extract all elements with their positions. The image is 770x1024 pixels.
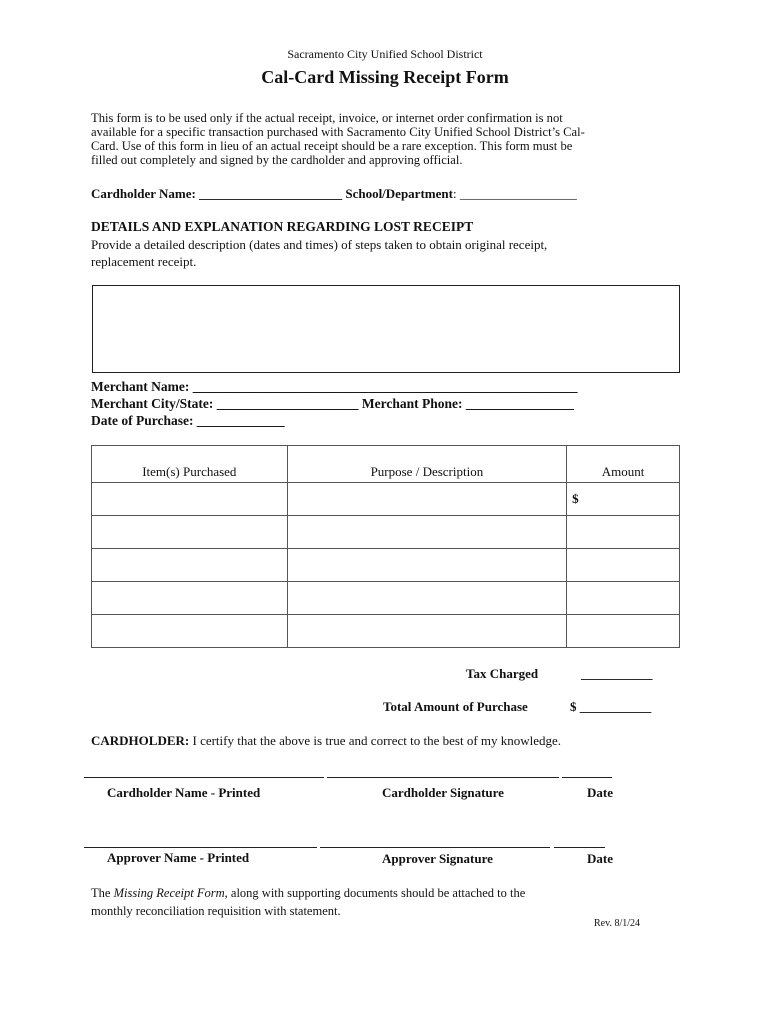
closing-pre: The [91,886,114,900]
school-department-colon: : [452,186,460,201]
approver-date-label: Date [587,851,613,866]
cardholder-name-line[interactable] [84,777,324,778]
amount-cell[interactable] [567,615,680,648]
details-line: Provide a detailed description (dates and times) of steps taken to obtain original receipt, [91,237,548,252]
tax-charged-label: Tax Charged [466,666,539,681]
header-items-purchased: Item(s) Purchased [92,446,288,483]
school-department-field[interactable]: __________________ [459,186,577,201]
purpose-cell[interactable] [287,615,566,648]
closing-line: monthly reconciliation requisition with statement. [91,904,341,918]
intro-paragraph [91,111,671,167]
item-cell[interactable] [92,549,288,582]
cardholder-label: CARDHOLDER: [91,733,190,748]
table-header-row [92,446,680,483]
closing-form-name: Missing Receipt Form, [113,886,228,900]
items-table [91,445,680,648]
table-row [92,483,680,516]
amount-cell[interactable] [567,516,680,549]
header-purpose-description: Purpose / Description [287,446,566,483]
approver-signature-label: Approver Signature [382,851,493,866]
cardholder-name-printed-label: Cardholder Name - Printed [107,785,261,800]
details-line: replacement receipt. [91,254,197,269]
merchant-city-phone-field[interactable]: Merchant City/State: _____________________ Merchant Phone: ________________ [91,396,574,411]
table-row [92,582,680,615]
intro-line: filled out completely and signed by the cardholder and approving official. [91,153,463,167]
details-heading: DETAILS AND EXPLANATION REGARDING LOST RECEIPT [91,219,474,234]
item-cell[interactable] [92,615,288,648]
purpose-cell[interactable] [287,483,566,516]
form-title: Cal-Card Missing Receipt Form [261,67,509,87]
purpose-cell[interactable] [287,549,566,582]
date-of-purchase-field[interactable]: Date of Purchase: _____________ [91,413,285,428]
cardholder-signature-label: Cardholder Signature [382,785,504,800]
district-name: Sacramento City Unified School District [287,47,483,61]
table-row [92,549,680,582]
approver-name-printed-label: Approver Name - Printed [107,850,250,865]
table-row [92,615,680,648]
intro-line: Card. Use of this form in lieu of an actual receipt should be a rare exception. This form must be [91,139,573,153]
closing-line [91,884,525,902]
school-department-label: School/Department [342,186,453,201]
total-amount-label: Total Amount of Purchase [383,699,528,714]
item-cell[interactable] [92,582,288,615]
cardholder-signature-line[interactable] [327,777,559,778]
amount-cell[interactable] [567,582,680,615]
purpose-cell[interactable] [287,582,566,615]
cardholder-date-line[interactable] [562,777,612,778]
header-amount: Amount [567,446,680,483]
intro-line: This form is to be used only if the actual receipt, invoice, or internet order confirmation is not [91,111,563,125]
merchant-name-field[interactable]: Merchant Name: _________________________________________________________ [91,379,578,394]
cardholder-date-label: Date [587,785,613,800]
approver-signature-line[interactable] [320,847,550,848]
intro-line: available for a specific transaction purchased with Sacramento City Unified School District’s Cal- [91,125,585,139]
certification-text: I certify that the above is true and correct to the best of my knowledge. [189,733,562,748]
approver-name-line[interactable] [84,847,317,848]
total-amount-field[interactable]: $ ___________ [570,699,652,714]
table-row [92,516,680,549]
item-cell[interactable] [92,483,288,516]
details-description [91,236,547,270]
revision-date: Rev. 8/1/24 [594,918,641,929]
cardholder-row [91,186,577,202]
certification-statement [91,733,561,749]
approver-date-line[interactable] [554,847,605,848]
item-cell[interactable] [92,516,288,549]
cardholder-name-label: Cardholder Name: [91,186,200,201]
closing-post: along with supporting documents should be attached to the [227,886,526,900]
cardholder-name-field[interactable]: ______________________ [199,186,343,201]
purpose-cell[interactable] [287,516,566,549]
amount-cell[interactable] [567,549,680,582]
tax-charged-field[interactable]: ___________ [581,666,653,681]
closing-note [91,884,525,920]
amount-cell[interactable]: $ [567,483,680,516]
explanation-textbox[interactable] [92,285,680,373]
